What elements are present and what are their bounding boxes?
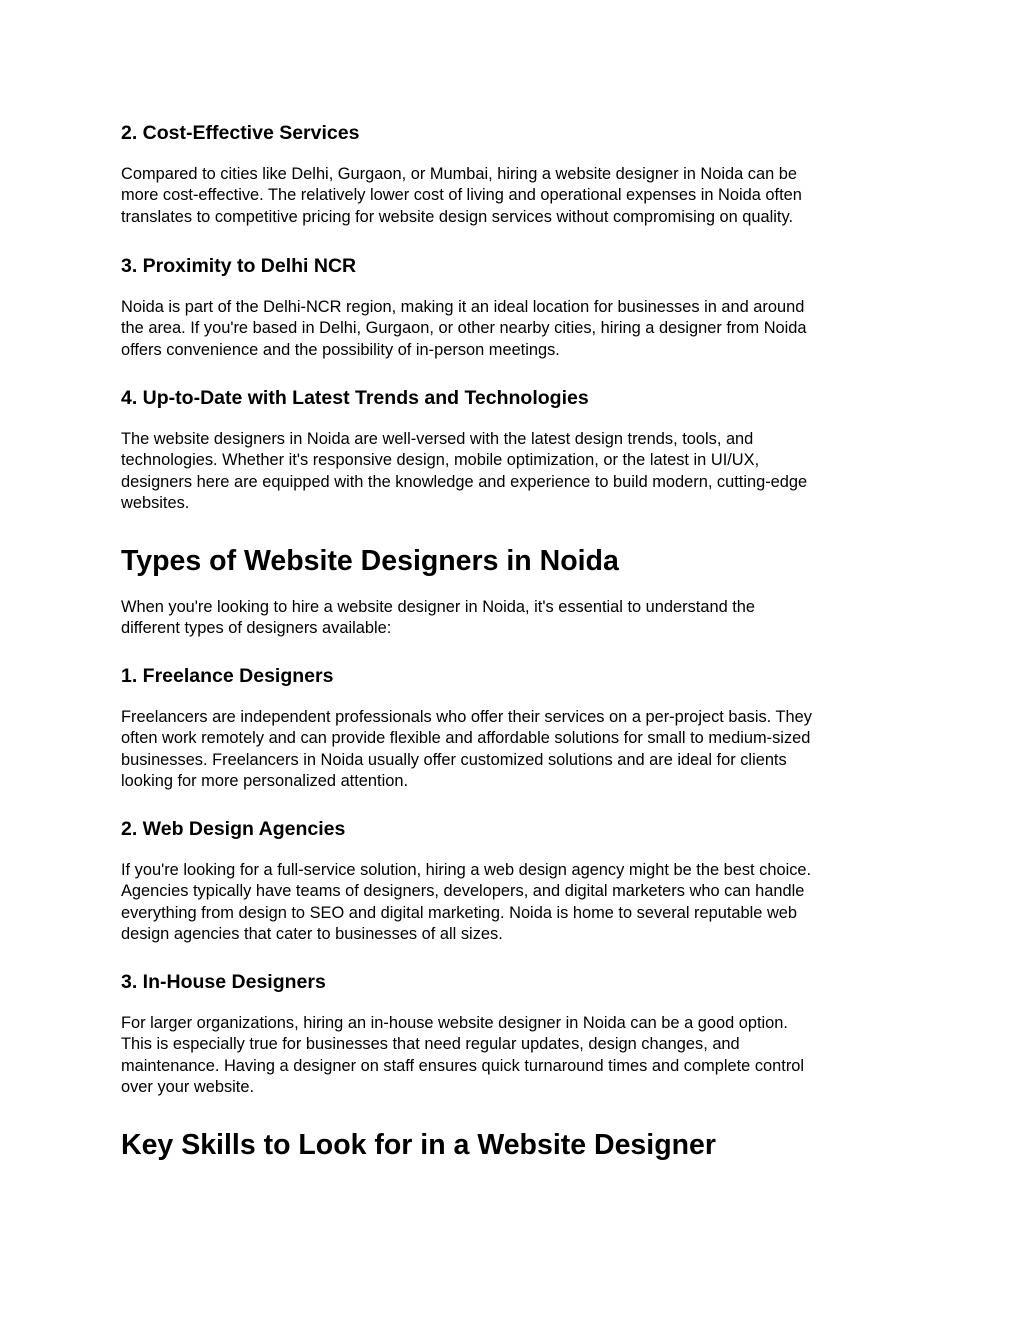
paragraph-line: over your website. <box>121 1077 255 1096</box>
section-paragraph-agencies <box>121 860 911 945</box>
section-paragraph-in-house <box>121 1013 911 1098</box>
paragraph-line: This is especially true for businesses that need regular updates, design changes, and <box>121 1035 740 1054</box>
paragraph-line: the area. If you're based in Delhi, Gurgaon, or other nearby cities, hiring a designer from Noida <box>121 319 807 338</box>
paragraph-line: offers convenience and the possibility of in-person meetings. <box>121 340 560 359</box>
paragraph-line: maintenance. Having a designer on staff ensures quick turnaround times and complete control <box>121 1056 805 1075</box>
heading-types-of-designers: Types of Website Designers in Noida <box>121 545 619 577</box>
paragraph-line: design agencies that cater to businesses of all sizes. <box>121 924 503 943</box>
paragraph-line: often work remotely and can provide flexible and affordable solutions for small to medium-sized <box>121 729 811 748</box>
paragraph-line: designers here are equipped with the knowledge and experience to build modern, cutting-edge <box>121 472 808 491</box>
paragraph-line: translates to competitive pricing for website design services without compromising on quality. <box>121 207 794 226</box>
paragraph-line: The website designers in Noida are well-versed with the latest design trends, tools, and <box>121 430 754 448</box>
section-paragraph-up-to-date <box>121 429 911 514</box>
section-heading-freelance: 1. Freelance Designers <box>121 665 334 687</box>
paragraph-line: When you're looking to hire a website designer in Noida, it's essential to understand the <box>121 598 756 616</box>
section-paragraph-cost-effective <box>121 164 911 228</box>
section-heading-up-to-date: 4. Up-to-Date with Latest Trends and Technologies <box>121 387 589 409</box>
section-heading-agencies: 2. Web Design Agencies <box>121 818 346 840</box>
paragraph-line: Agencies typically have teams of designers, developers, and digital marketers who can handle <box>121 882 805 901</box>
section-heading-cost-effective: 2. Cost-Effective Services <box>121 122 360 144</box>
section-paragraph-freelance <box>121 707 911 792</box>
paragraph-line: more cost-effective. The relatively lower cost of living and operational expenses in Noida often <box>121 186 802 205</box>
paragraph-line: everything from design to SEO and digital marketing. Noida is home to several reputable web <box>121 903 798 922</box>
paragraph-line: Noida is part of the Delhi-NCR region, making it an ideal location for businesses in and around <box>121 298 805 316</box>
section-heading-in-house: 3. In-House Designers <box>121 971 326 993</box>
paragraph-line: businesses. Freelancers in Noida usually offer customized solutions and are ideal for clients <box>121 750 787 769</box>
paragraph-line: Compared to cities like Delhi, Gurgaon, or Mumbai, hiring a website designer in Noida can be <box>121 165 798 183</box>
paragraph-line: Freelancers are independent professionals who offer their services on a per-project basis. They <box>121 708 812 726</box>
paragraph-line: looking for more personalized attention. <box>121 771 409 790</box>
paragraph-line: different types of designers available: <box>121 619 392 638</box>
types-intro-paragraph <box>121 597 911 640</box>
paragraph-line: websites. <box>121 493 190 512</box>
paragraph-line: technologies. Whether it's responsive design, mobile optimization, or the latest in UI/UX, <box>121 451 760 470</box>
section-paragraph-proximity <box>121 297 911 361</box>
heading-key-skills: Key Skills to Look for in a Website Designer <box>121 1129 716 1161</box>
section-heading-proximity: 3. Proximity to Delhi NCR <box>121 255 357 277</box>
paragraph-line: For larger organizations, hiring an in-house website designer in Noida can be a good option. <box>121 1014 788 1032</box>
paragraph-line: If you're looking for a full-service solution, hiring a web design agency might be the best choice. <box>121 861 812 879</box>
